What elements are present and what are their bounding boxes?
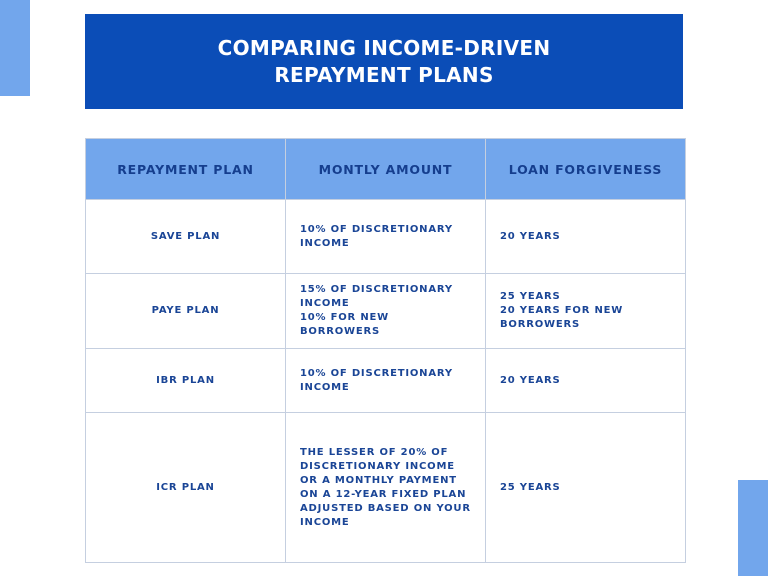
monthly-amount-cell xyxy=(286,274,486,349)
amount-line: INCOME xyxy=(300,516,350,528)
title-line-2: REPAYMENT PLANS xyxy=(274,62,494,87)
decorative-accent-right xyxy=(738,480,768,576)
header-monthly-amount: MONTLY AMOUNT xyxy=(286,139,486,200)
forgiveness-cell xyxy=(486,200,686,274)
amount-line: INCOME xyxy=(300,381,350,393)
forgiveness-cell xyxy=(486,349,686,413)
amount-line: OR A MONTHLY PAYMENT xyxy=(300,474,457,486)
header-repayment-plan: REPAYMENT PLAN xyxy=(86,139,286,200)
plan-name: IBR PLAN xyxy=(86,349,286,413)
forgiveness-line: 20 YEARS xyxy=(500,374,561,386)
forgiveness-line: 25 YEARS xyxy=(500,481,561,493)
plan-name: ICR PLAN xyxy=(86,413,286,563)
monthly-amount-cell xyxy=(286,349,486,413)
amount-line: 10% OF DISCRETIONARY xyxy=(300,367,453,379)
amount-line: ADJUSTED BASED ON YOUR xyxy=(300,502,471,514)
table-row-icr-plan xyxy=(86,413,686,563)
forgiveness-line: 20 YEARS xyxy=(500,230,561,242)
amount-line: 10% OF DISCRETIONARY xyxy=(300,223,453,235)
monthly-amount-cell xyxy=(286,413,486,563)
forgiveness-cell xyxy=(486,274,686,349)
amount-line: 15% OF DISCRETIONARY xyxy=(300,284,453,295)
table-row-ibr-plan xyxy=(86,349,686,413)
plan-name: PAYE PLAN xyxy=(86,274,286,349)
forgiveness-line: 25 YEARS xyxy=(500,291,561,302)
amount-line: DISCRETIONARY INCOME xyxy=(300,460,455,472)
decorative-accent-left xyxy=(0,0,30,96)
page-title xyxy=(184,35,584,89)
amount-line: 10% FOR NEW BORROWERS xyxy=(300,312,389,337)
title-line-1: COMPARING INCOME-DRIVEN xyxy=(217,35,551,60)
amount-line: INCOME xyxy=(300,298,350,309)
header-loan-forgiveness: LOAN FORGIVENESS xyxy=(486,139,686,200)
table-header-row xyxy=(86,139,686,200)
amount-line: INCOME xyxy=(300,237,350,249)
amount-line: ON A 12-YEAR FIXED PLAN xyxy=(300,488,467,500)
forgiveness-line: 20 YEARS FOR NEW xyxy=(500,305,624,316)
table-row-save-plan xyxy=(86,200,686,274)
forgiveness-line: BORROWERS xyxy=(500,319,580,330)
plan-name: SAVE PLAN xyxy=(86,200,286,274)
forgiveness-cell xyxy=(486,413,686,563)
title-banner xyxy=(85,14,683,109)
table-row-paye-plan xyxy=(86,274,686,349)
comparison-table xyxy=(85,138,686,563)
amount-line: THE LESSER OF 20% OF xyxy=(300,446,449,458)
monthly-amount-cell xyxy=(286,200,486,274)
